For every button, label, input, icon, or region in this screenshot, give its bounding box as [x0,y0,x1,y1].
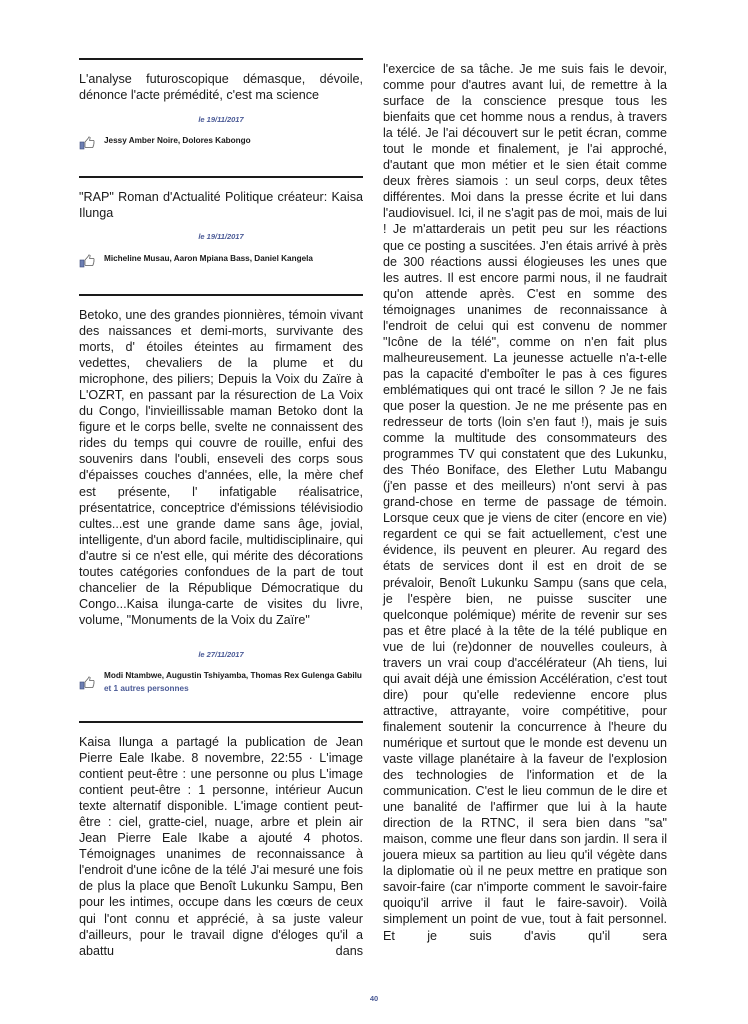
post-date: le 19/11/2017 [198,115,244,124]
post-date: le 19/11/2017 [198,232,244,241]
thumbs-up-icon [79,136,99,150]
likers-names: Jessy Amber Noire, Dolores Kabongo [104,136,251,145]
section-divider [79,721,363,723]
post-text: L'analyse futuroscopique démasque, dévoile, dénonce l'acte prémédité, c'est ma science [79,72,363,103]
likers-names: Modi Ntambwe, Augustin Tshiyamba, Thomas Rex Gulenga Gabilu et 1 autres personnes [104,671,362,693]
thumbs-up-icon [79,254,99,268]
likers-names: Micheline Musau, Aaron Mpiana Bass, Daniel Kangela [104,254,313,263]
likes-row [79,253,363,268]
section-divider [79,58,363,60]
post-text: "RAP" Roman d'Actualité Politique créateur: Kaisa Ilunga [79,190,363,221]
article-text-left: Kaisa Ilunga a partagé la publication de Jean Pierre Eale Ikabe. 8 novembre, 22:55 · L'image contient peut-être : une personne ou plus L'image contient peut-être : 1 personne, intérieur Aucun texte alternatif disponible. L'image contient peut-être : ciel, gratte-ciel, nuage, arbre et plein air Jean Pierre Eale Ikabe a ajouté 4 photos. Témoignages unanimes de reconnaissance à l'endroit d'une icône de la télé J'ai mesuré une fois de plus la place que Benoît Lukunku Sampu, Ben pour les intimes, occupe dans les cœurs de ceux qui l'ont connu et apprécié, à sa juste valeur d'ailleurs, pour le travail digne d'éloges qu'il a abattu dans [79,735,363,958]
article-text-right: l'exercice de sa tâche. Je me suis fais le devoir, comme pour d'autres avant lui, de remettre à la surface de la conscience presque tous les bienfaits que cet homme nous a rendus, à travers la télé. Je l'ai découvert sur le petit écran, comme tout le monde et finalement, je l'ai approché, d'autant que mon métier et le sien était comme deux frères siamois : un seul corps, deux têtes différentes. Moi dans la presse écrite et lui dans l'audiovisuel. Ici, il ne s'agit pas de moi, mais de lui ! Je m'attarderais un petit peu sur les réactions que ce posting a suscitées. J'en étais arrivé à près de 300 réactions aussi élogieuses les unes que les autres. Il est encore parmi nous, il ne faudrait qu'on attende après. C'est en somme des témoignages unanimes de reconnaissance à l'endroit de celui qui est convenu de nommer "Icône de la télé", comme on n'en fait plus malheureusement. La jeunesse actuelle n'a-t-elle pas la capacité d'emboîter le pas à ces figures emblématiques qui ont tracé le sillon ? Je ne fais que poser la question. Je ne me présente pas en redresseur de torts (loin s'en faut !), mais je suis comme la multitude des consommateurs des programmes TV qui constatent que des Lukunku, des Théo Boniface, des Elether Lutu Mabangu (j'en passe et des meilleurs) n'ont servi à pas grand-chose en terme de passage de témoin. Lorsque ceux que je viens de citer (encore en vie) regardent ce qui se fait actuellement, c'est une évidence, ils peuvent en pleurer. Au regard des états de services dont il est en droit de se prévaloir, Benoît Lukunku Sampu (sans que cela, je l'espère bien, ne puisse susciter une quelconque polémique) mérite de revenir sur ses pas et être placé à la tête de la télé publique en vue de lui (re)donner de nouvelles couleurs, à travers un vrai coup d'accélérateur (Ah tiens, lui qui avait déjà une émission Accélération, c'est tout dire) pour qu'elle redevienne encore plus attractive, attrayante, voire compétitive, pour finalement soutenir la concurrence à l'heure du numérique et surtout que le monde est devenu un vaste village planétaire à la faveur de l'explosion des technologies de l'information et de la communication. C'est le lieu commun de le dire et une banalité de l'affirmer que lui à la haute direction de la RTNC, il sera bien dans "sa" maison, comme une fleur dans son jardin. Il sera il jouera mieux sa partition au lieu qu'il végète dans la diplomatie où il ne peux mettre en pratique son savoir-faire (car n'importe comment le savoir-faire quoiqu'il arrive il faut le faire-savoir). Voilà simplement un point de vue, tout à fait personnel. Et je suis d'avis qu'il sera [383,62,667,943]
section-divider [79,176,363,178]
likes-row [79,135,363,150]
thumbs-up-icon [79,676,99,690]
other-likers-link[interactable]: et 1 autres personnes [104,683,189,693]
post-date: le 27/11/2017 [198,650,244,659]
post-text: Betoko, une des grandes pionnières, témoin vivant des naissances et demi-morts, survivante des morts, d' étoiles éteintes au firmament des vedettes, chevaliers de la plume et du microphone, des piliers; Depuis la Voix du Zaïre à L'OZRT, en passant par la résurection de La Voix du Congo, l'invieillissable maman Betoko dont la figure et le corps belle, svelte ne connaissent des rides du temps qui couvre de rouille, enfui des souvenirs dans l'oubli, enseveli des corps sous d'épaisses couches d'années, elle, la mère chef est présente, l' infatigable réalisatrice, présentatrice, conceptrice d'émissions télévisiodio cultes...est une grande dame sans âge, jovial, intelligente, d'un abord facile, multidisciplinaire, qui d'autre si ce n'est elle, qui mérite des décorations toutes catégories confondues de la part de tout chancelier de la République Démocratique du Congo...Kaisa ilunga-carte de visites du livre, volume, "Monuments de la Voix du Zaïre" [79,308,363,627]
likes-row [79,670,363,695]
page-number: 40 [369,994,379,1003]
section-divider [79,294,363,296]
